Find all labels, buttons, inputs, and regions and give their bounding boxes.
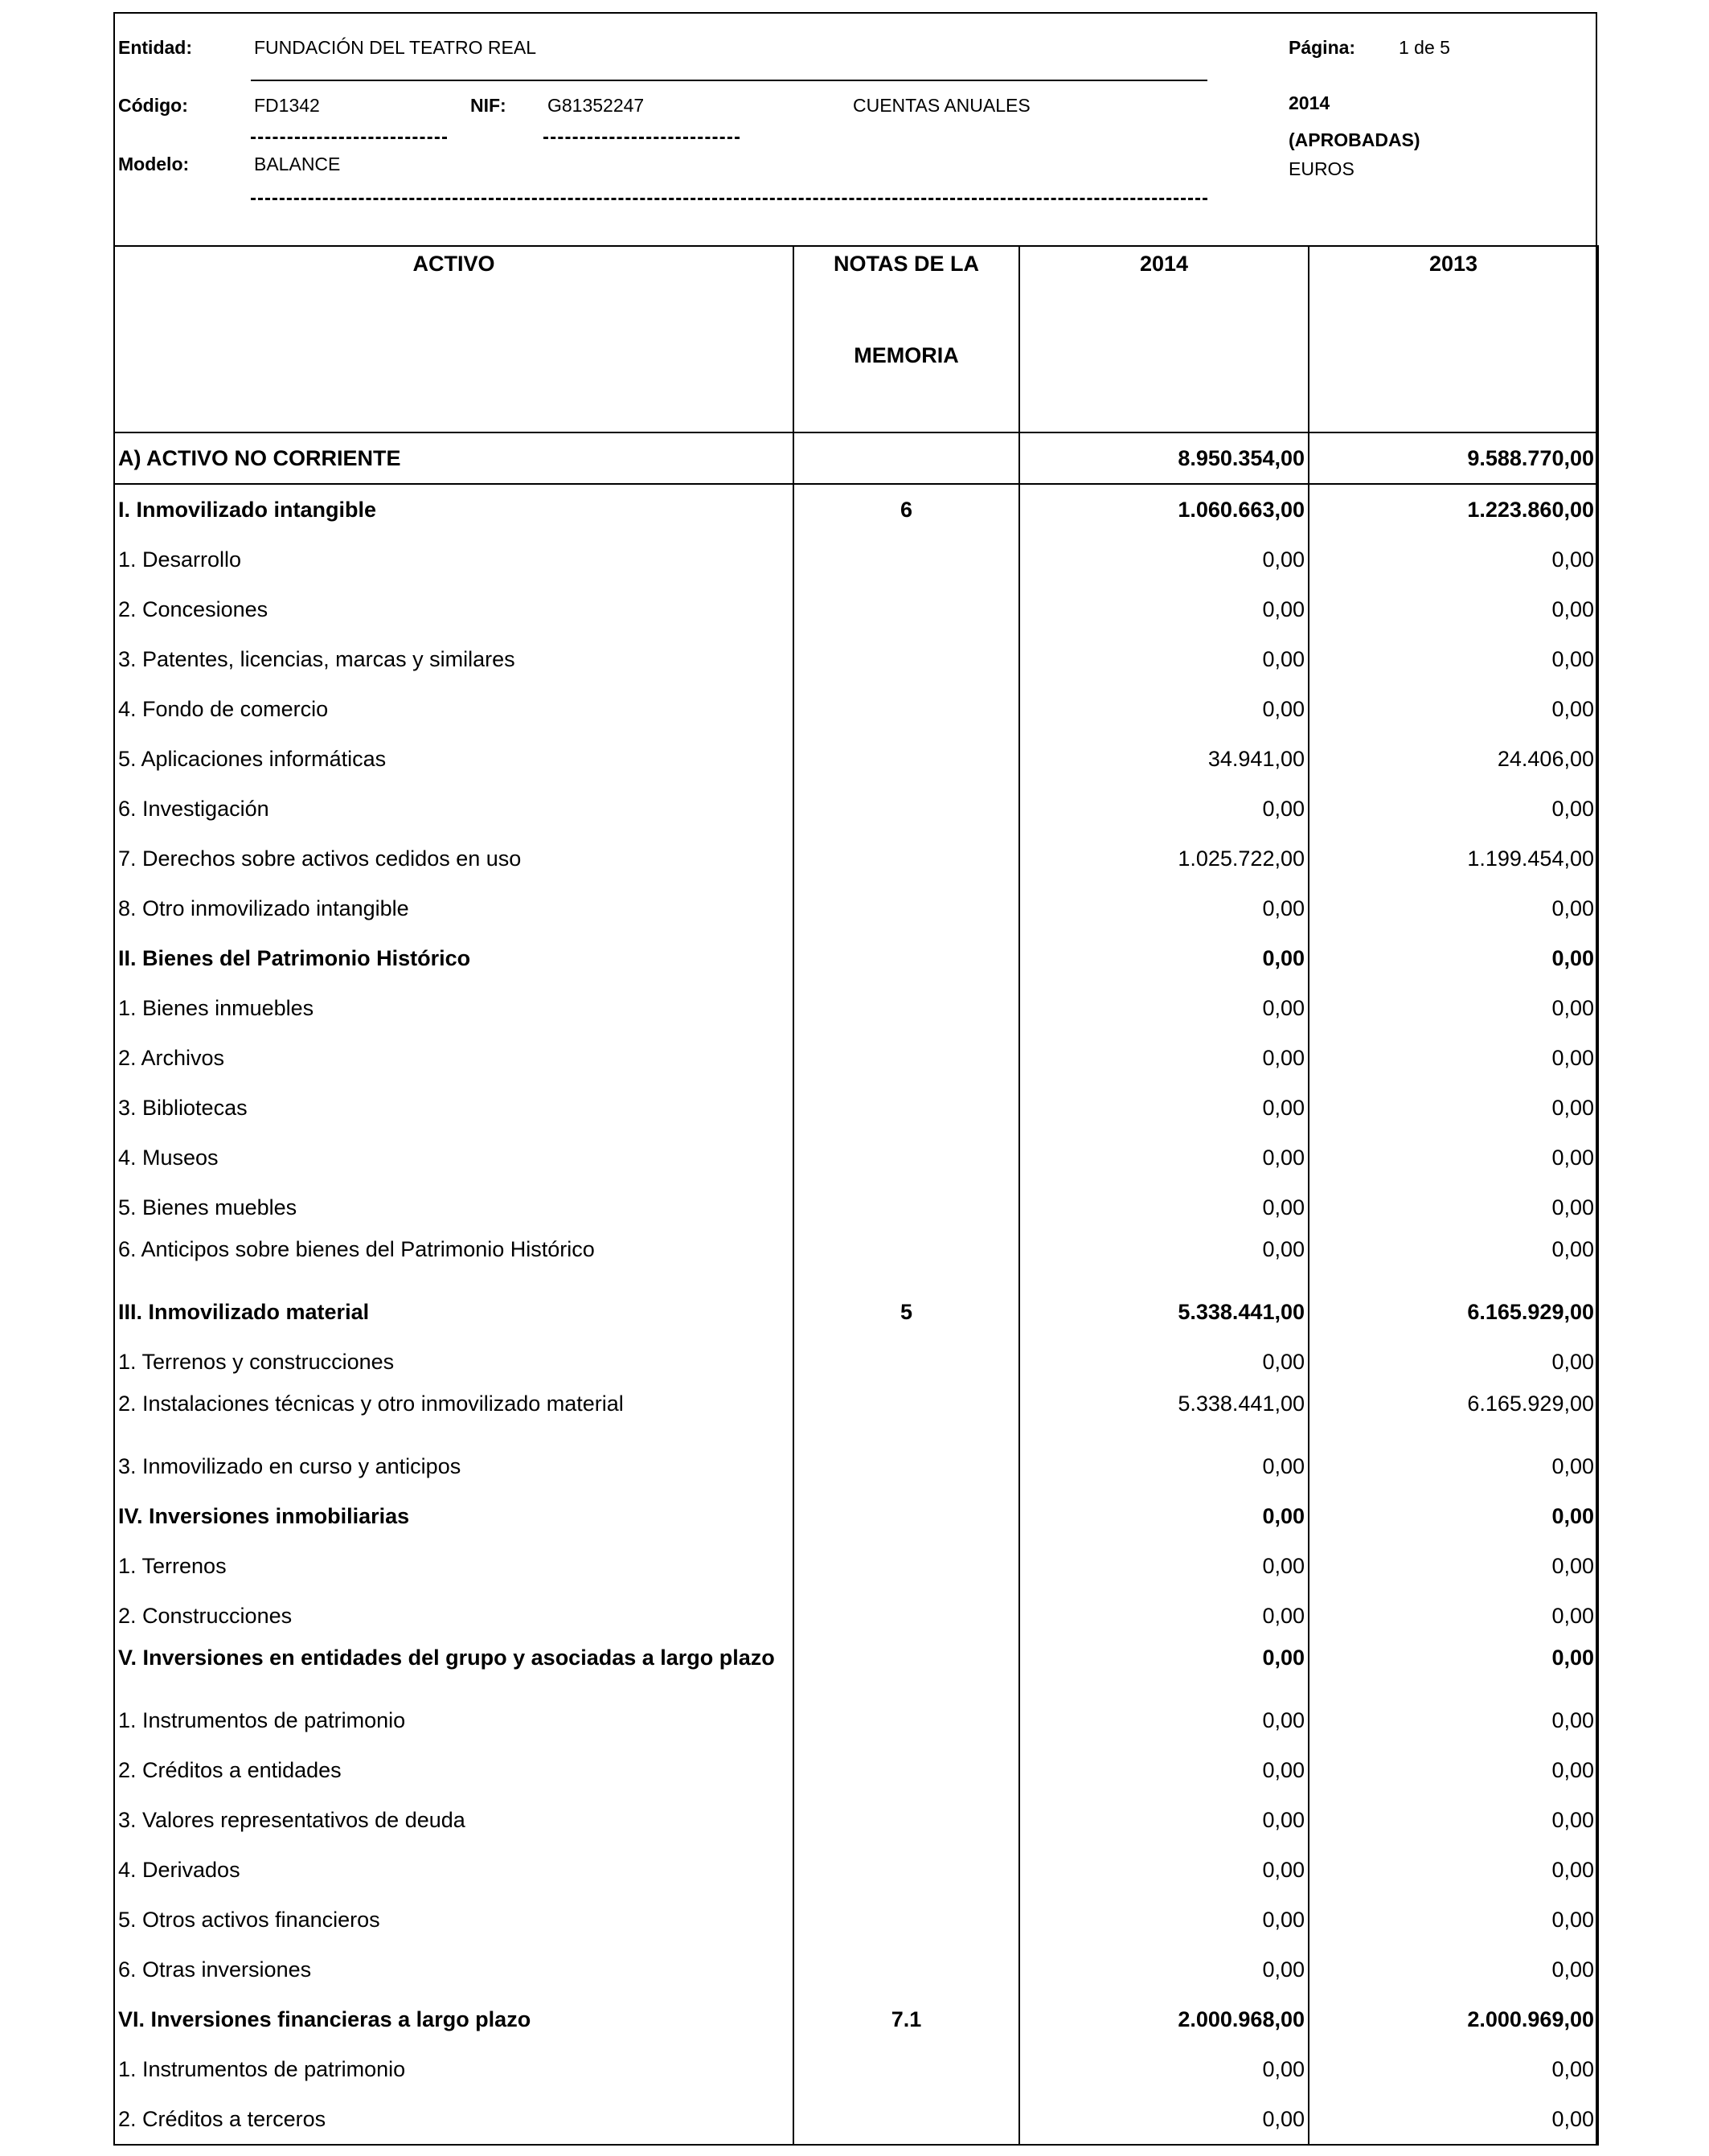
row-note: 6 xyxy=(793,484,1019,535)
table-row xyxy=(114,432,1598,484)
row-value-2013: 0,00 xyxy=(1309,535,1598,584)
row-value-2014: 0,00 xyxy=(1019,1591,1309,1641)
row-label: 2. Créditos a terceros xyxy=(114,2094,793,2145)
table-row xyxy=(114,1441,1598,1491)
col-header-notas-line2: MEMORIA xyxy=(854,343,959,367)
row-value-2013: 0,00 xyxy=(1309,684,1598,734)
row-value-2014: 0,00 xyxy=(1019,1895,1309,1945)
row-note xyxy=(793,1845,1019,1895)
row-value-2013: 0,00 xyxy=(1309,1641,1598,1695)
row-note xyxy=(793,784,1019,834)
row-label: A) ACTIVO NO CORRIENTE xyxy=(114,432,793,484)
row-label: 1. Terrenos y construcciones xyxy=(114,1337,793,1387)
row-note xyxy=(793,634,1019,684)
row-note xyxy=(793,1591,1019,1641)
row-label: 1. Instrumentos de patrimonio xyxy=(114,2044,793,2094)
table-row xyxy=(114,1695,1598,1745)
row-value-2013: 0,00 xyxy=(1309,634,1598,684)
row-label: 4. Derivados xyxy=(114,1845,793,1895)
document-type: CUENTAS ANUALES xyxy=(853,95,1031,116)
row-value-2013: 0,00 xyxy=(1309,1945,1598,1994)
row-value-2014: 0,00 xyxy=(1019,933,1309,983)
modelo-dashed-line xyxy=(251,198,1207,200)
row-value-2014: 0,00 xyxy=(1019,1845,1309,1895)
row-label: 6. Investigación xyxy=(114,784,793,834)
row-note xyxy=(793,1133,1019,1183)
row-label: 1. Bienes inmuebles xyxy=(114,983,793,1033)
row-note xyxy=(793,1083,1019,1133)
row-note xyxy=(793,983,1019,1033)
row-note xyxy=(793,1641,1019,1695)
row-value-2013: 1.199.454,00 xyxy=(1309,834,1598,883)
table-header-row xyxy=(114,246,1598,432)
row-note xyxy=(793,1491,1019,1541)
row-label: IV. Inversiones inmobiliarias xyxy=(114,1491,793,1541)
row-note xyxy=(793,1895,1019,1945)
row-label: 2. Construcciones xyxy=(114,1591,793,1641)
table-row xyxy=(114,1491,1598,1541)
approval-status: (APROBADAS) xyxy=(1289,129,1420,150)
table-row xyxy=(114,684,1598,734)
col-header-activo: ACTIVO xyxy=(114,246,793,432)
fiscal-year: 2014 xyxy=(1289,92,1330,113)
pagina-label: Página: xyxy=(1289,37,1356,58)
row-value-2014: 0,00 xyxy=(1019,983,1309,1033)
row-value-2013: 24.406,00 xyxy=(1309,734,1598,784)
row-value-2013: 2.000.969,00 xyxy=(1309,1994,1598,2044)
currency: EUROS xyxy=(1289,158,1354,179)
table-row xyxy=(114,1895,1598,1945)
row-label: 4. Fondo de comercio xyxy=(114,684,793,734)
table-row xyxy=(114,1083,1598,1133)
row-value-2014: 0,00 xyxy=(1019,1441,1309,1491)
row-value-2013: 6.165.929,00 xyxy=(1309,1387,1598,1441)
codigo-dashed-line xyxy=(251,137,447,139)
table-row xyxy=(114,1641,1598,1695)
row-value-2013: 0,00 xyxy=(1309,2044,1598,2094)
row-note xyxy=(793,1033,1019,1083)
row-value-2014: 0,00 xyxy=(1019,1232,1309,1287)
row-note xyxy=(793,834,1019,883)
row-note xyxy=(793,1795,1019,1845)
row-note xyxy=(793,933,1019,983)
table-row xyxy=(114,1337,1598,1387)
row-label: 6. Anticipos sobre bienes del Patrimonio Histórico xyxy=(114,1232,793,1287)
row-note xyxy=(793,584,1019,634)
row-value-2013: 0,00 xyxy=(1309,1895,1598,1945)
row-note xyxy=(793,1387,1019,1441)
row-value-2014: 0,00 xyxy=(1019,784,1309,834)
row-value-2014: 1.025.722,00 xyxy=(1019,834,1309,883)
entidad-underline xyxy=(251,80,1207,81)
row-label: II. Bienes del Patrimonio Histórico xyxy=(114,933,793,983)
table-row xyxy=(114,1287,1598,1337)
row-value-2013: 0,00 xyxy=(1309,983,1598,1033)
row-label: I. Inmovilizado intangible xyxy=(114,484,793,535)
row-value-2013: 0,00 xyxy=(1309,784,1598,834)
row-value-2013: 0,00 xyxy=(1309,1337,1598,1387)
row-label: 2. Instalaciones técnicas y otro inmovilizado material xyxy=(114,1387,793,1441)
row-value-2014: 0,00 xyxy=(1019,1745,1309,1795)
row-value-2013: 0,00 xyxy=(1309,883,1598,933)
row-value-2013: 0,00 xyxy=(1309,1695,1598,1745)
row-value-2014: 0,00 xyxy=(1019,1945,1309,1994)
col-header-notas-line1: NOTAS DE LA xyxy=(834,252,979,276)
row-label: 5. Bienes muebles xyxy=(114,1183,793,1232)
table-row xyxy=(114,883,1598,933)
row-value-2014: 0,00 xyxy=(1019,1183,1309,1232)
table-row xyxy=(114,1795,1598,1845)
row-note xyxy=(793,1745,1019,1795)
table-row xyxy=(114,1541,1598,1591)
row-value-2014: 0,00 xyxy=(1019,1033,1309,1083)
table-row xyxy=(114,1591,1598,1641)
row-note xyxy=(793,684,1019,734)
row-value-2014: 5.338.441,00 xyxy=(1019,1287,1309,1337)
row-value-2013: 0,00 xyxy=(1309,584,1598,634)
table-row xyxy=(114,834,1598,883)
row-value-2014: 0,00 xyxy=(1019,2094,1309,2145)
document-header xyxy=(113,12,1597,246)
col-header-notas xyxy=(793,246,1019,432)
row-value-2013: 0,00 xyxy=(1309,1133,1598,1183)
row-value-2013: 6.165.929,00 xyxy=(1309,1287,1598,1337)
modelo-label: Modelo: xyxy=(118,154,190,174)
row-value-2014: 0,00 xyxy=(1019,535,1309,584)
row-note: 7.1 xyxy=(793,1994,1019,2044)
row-label: 5. Aplicaciones informáticas xyxy=(114,734,793,784)
entidad-value: FUNDACIÓN DEL TEATRO REAL xyxy=(254,37,537,58)
row-value-2013: 0,00 xyxy=(1309,1033,1598,1083)
row-value-2014: 0,00 xyxy=(1019,1491,1309,1541)
row-value-2014: 0,00 xyxy=(1019,1337,1309,1387)
table-row xyxy=(114,484,1598,535)
row-value-2013: 0,00 xyxy=(1309,1591,1598,1641)
row-note xyxy=(793,535,1019,584)
row-value-2014: 0,00 xyxy=(1019,634,1309,684)
row-label: 1. Desarrollo xyxy=(114,535,793,584)
row-value-2014: 0,00 xyxy=(1019,684,1309,734)
row-value-2013: 0,00 xyxy=(1309,1491,1598,1541)
row-value-2013: 1.223.860,00 xyxy=(1309,484,1598,535)
row-value-2014: 5.338.441,00 xyxy=(1019,1387,1309,1441)
table-row xyxy=(114,784,1598,834)
row-label: 6. Otras inversiones xyxy=(114,1945,793,1994)
row-value-2013: 0,00 xyxy=(1309,1795,1598,1845)
table-row xyxy=(114,983,1598,1033)
table-row xyxy=(114,1994,1598,2044)
row-label: III. Inmovilizado material xyxy=(114,1287,793,1337)
row-note xyxy=(793,1541,1019,1591)
row-value-2014: 0,00 xyxy=(1019,1133,1309,1183)
row-note xyxy=(793,734,1019,784)
row-value-2013: 0,00 xyxy=(1309,1845,1598,1895)
row-value-2013: 0,00 xyxy=(1309,1083,1598,1133)
pagina-value: 1 de 5 xyxy=(1399,37,1450,58)
table-row xyxy=(114,734,1598,784)
table-row xyxy=(114,1387,1598,1441)
row-note xyxy=(793,1232,1019,1287)
table-row xyxy=(114,2094,1598,2145)
row-label: VI. Inversiones financieras a largo plazo xyxy=(114,1994,793,2044)
nif-dashed-line xyxy=(543,137,740,139)
modelo-value: BALANCE xyxy=(254,154,341,174)
row-note xyxy=(793,1441,1019,1491)
table-row xyxy=(114,634,1598,684)
row-note xyxy=(793,2044,1019,2094)
row-value-2013: 0,00 xyxy=(1309,1232,1598,1287)
row-value-2014: 0,00 xyxy=(1019,1083,1309,1133)
row-label: 2. Concesiones xyxy=(114,584,793,634)
row-value-2013: 0,00 xyxy=(1309,1745,1598,1795)
row-value-2013: 0,00 xyxy=(1309,1441,1598,1491)
row-label: 2. Créditos a entidades xyxy=(114,1745,793,1795)
codigo-label: Código: xyxy=(118,95,188,116)
table-row xyxy=(114,1133,1598,1183)
row-label: 2. Archivos xyxy=(114,1033,793,1083)
codigo-value: FD1342 xyxy=(254,95,320,116)
col-header-2014: 2014 xyxy=(1019,246,1309,432)
row-note xyxy=(793,1945,1019,1994)
row-value-2014: 2.000.968,00 xyxy=(1019,1994,1309,2044)
row-note: 5 xyxy=(793,1287,1019,1337)
row-value-2014: 0,00 xyxy=(1019,584,1309,634)
row-value-2014: 0,00 xyxy=(1019,2044,1309,2094)
row-note xyxy=(793,432,1019,484)
table-row xyxy=(114,535,1598,584)
table-row xyxy=(114,1033,1598,1083)
row-label: 8. Otro inmovilizado intangible xyxy=(114,883,793,933)
nif-value: G81352247 xyxy=(547,95,645,116)
table-row xyxy=(114,933,1598,983)
nif-label: NIF: xyxy=(470,95,506,116)
row-value-2014: 0,00 xyxy=(1019,1641,1309,1695)
row-label: 3. Bibliotecas xyxy=(114,1083,793,1133)
row-label: 3. Inmovilizado en curso y anticipos xyxy=(114,1441,793,1491)
row-value-2014: 0,00 xyxy=(1019,1695,1309,1745)
col-header-2013: 2013 xyxy=(1309,246,1598,432)
table-row xyxy=(114,1845,1598,1895)
row-value-2013: 0,00 xyxy=(1309,1541,1598,1591)
table-row xyxy=(114,2044,1598,2094)
row-value-2014: 0,00 xyxy=(1019,883,1309,933)
row-value-2013: 0,00 xyxy=(1309,1183,1598,1232)
row-label: 1. Instrumentos de patrimonio xyxy=(114,1695,793,1745)
table-row xyxy=(114,1945,1598,1994)
table-row xyxy=(114,1745,1598,1795)
row-label: 4. Museos xyxy=(114,1133,793,1183)
row-value-2014: 0,00 xyxy=(1019,1795,1309,1845)
row-value-2014: 0,00 xyxy=(1019,1541,1309,1591)
row-value-2014: 1.060.663,00 xyxy=(1019,484,1309,535)
row-note xyxy=(793,1337,1019,1387)
row-value-2013: 0,00 xyxy=(1309,933,1598,983)
row-label: 3. Patentes, licencias, marcas y similares xyxy=(114,634,793,684)
row-label: 7. Derechos sobre activos cedidos en uso xyxy=(114,834,793,883)
row-value-2014: 8.950.354,00 xyxy=(1019,432,1309,484)
row-label: 1. Terrenos xyxy=(114,1541,793,1591)
row-label: 3. Valores representativos de deuda xyxy=(114,1795,793,1845)
table-row xyxy=(114,1183,1598,1232)
table-row xyxy=(114,584,1598,634)
balance-table xyxy=(113,245,1599,2146)
entidad-label: Entidad: xyxy=(118,37,192,58)
row-value-2014: 34.941,00 xyxy=(1019,734,1309,784)
row-note xyxy=(793,2094,1019,2145)
row-note xyxy=(793,1695,1019,1745)
row-label: 5. Otros activos financieros xyxy=(114,1895,793,1945)
row-value-2013: 0,00 xyxy=(1309,2094,1598,2145)
row-note xyxy=(793,883,1019,933)
table-row xyxy=(114,1232,1598,1287)
row-value-2013: 9.588.770,00 xyxy=(1309,432,1598,484)
row-note xyxy=(793,1183,1019,1232)
row-label: V. Inversiones en entidades del grupo y asociadas a largo plazo xyxy=(114,1641,793,1695)
